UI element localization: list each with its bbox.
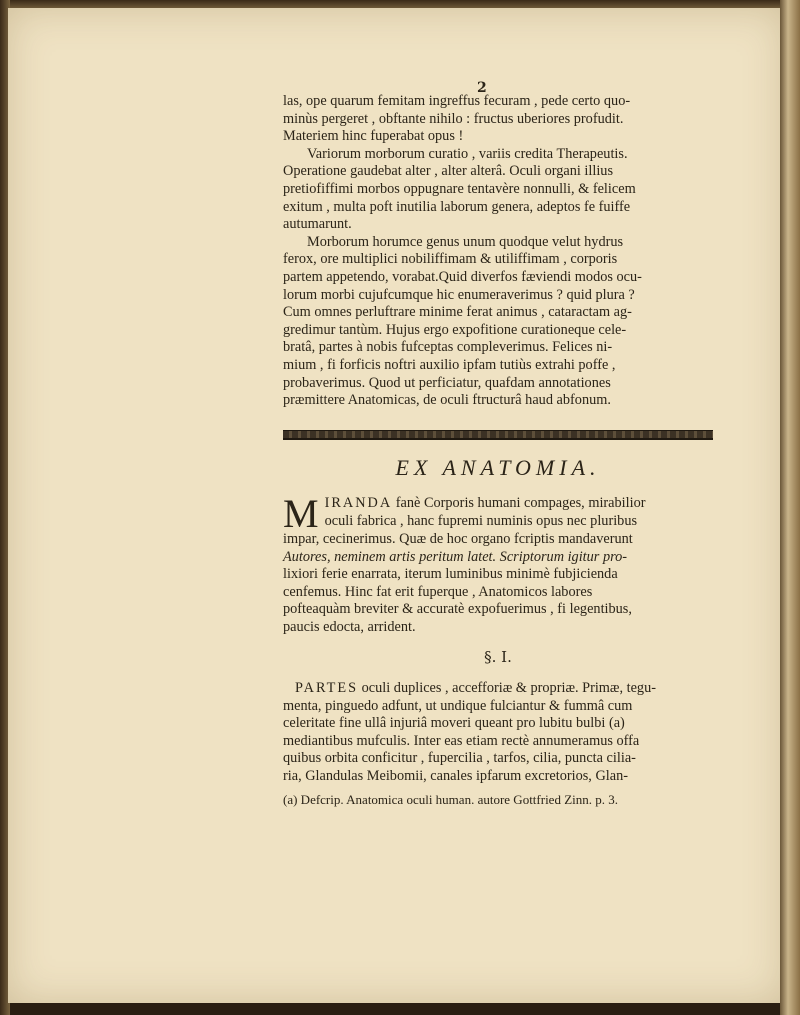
text-line: bratâ, partes à nobis fufceptas compleverimus. Felices ni-	[283, 339, 613, 356]
intro-paragraph-1	[283, 93, 713, 146]
text-line: fanè Corporis humani compages, mirabilior	[395, 495, 646, 511]
text-line: partem appetendo, vorabat.Quid diverfos fæviendi modos ocu-	[283, 268, 642, 285]
text-line: Materiem hinc fuperabat opus !	[283, 128, 464, 145]
text-line: Variorum morborum curatio , variis credita Therapeutis.	[307, 145, 628, 162]
text-line: autumarunt.	[283, 216, 352, 233]
text-line: probaverimus. Quod ut perficiatur, quafdam annotationes	[283, 374, 611, 391]
section-number: §. I.	[484, 648, 512, 666]
text-line: mium , fi forficis noftri auxilio ipfam tutiùs extrahi poffe ,	[283, 356, 616, 373]
footnote: (a) Defcrip. Anatomica oculi human. autore Gottfried Zinn. p. 3.	[283, 792, 619, 807]
anatomy-paragraph-body	[283, 491, 713, 637]
text-line: minùs pergeret , obftante nihilo : fructus uberiores profudit.	[283, 110, 624, 127]
intro-paragraph-3	[283, 234, 713, 410]
text-line: lixiori ferie enarrata, iterum luminibus minimè fubjicienda	[283, 566, 618, 583]
small-caps-word: PARTES	[295, 680, 359, 696]
text-line: celeritate fine ullâ injuriâ moveri queant pro lubitu bulbi (a)	[283, 715, 625, 732]
book-gutter	[780, 0, 800, 1015]
text-line: Operatione gaudebat alter , alter alterâ. Oculi organi illius	[283, 163, 614, 180]
text-line: Morborum horumce genus unum quodque velut hydrus	[307, 233, 624, 250]
text-line: Cum omnes perluftrare minime ferat animus , cataractam ag-	[283, 304, 632, 321]
intro-paragraph-2	[283, 146, 713, 234]
text-line: cenfemus. Hinc fat erit fuperque , Anatomicos labores	[283, 583, 593, 600]
text-line: pretiofiffimi morbos oppugnare tentavère nonnulli, & felicem	[283, 180, 636, 197]
page-number: 2	[477, 80, 487, 96]
text-line: oculi duplices , accefforiæ & propriæ. Primæ, tegu-	[361, 680, 656, 696]
text-line: pofteaquàm breviter & accuratè expofuerimus , fi legentibus,	[283, 601, 632, 618]
text-line: las, ope quarum femitam ingreffus fecuram , pede certo quo-	[283, 93, 631, 109]
text-line: lorum morbi cujufcumque hic enumeraverimus ? quid plura ?	[283, 286, 635, 303]
text-line: ferox, ore multiplici nobiliffimam & utiliffimam , corporis	[283, 251, 618, 268]
text-line: oculi fabrica , hanc fupremi numinis opus nec pluribus	[324, 512, 638, 529]
drop-cap: M	[283, 491, 319, 536]
text-line: ria, Glandulas Meibomii, canales ipfarum excretorios, Glan-	[283, 767, 628, 784]
text-line: Autores, neminem artis peritum latet. Scriptorum igitur pro-	[283, 548, 628, 565]
anatomy-paragraph	[283, 491, 713, 637]
text-line: exitum , multa poft inutilia laborum genera, adeptos fe fuiffe	[283, 198, 631, 215]
ornamental-rule	[283, 430, 713, 440]
text-line: præmittere Anatomicas, de oculi ftructurâ haud abfonum.	[283, 392, 611, 409]
section-heading: EX ANATOMIA.	[395, 455, 601, 480]
text-line: menta, pinguedo adfunt, ut undique fulciantur & fummâ cum	[283, 697, 633, 714]
text-line: mediantibus mufculis. Inter eas etiam rectè annumeramus offa	[283, 732, 640, 749]
intro-text	[283, 93, 713, 410]
small-caps-word: IRANDA	[324, 495, 393, 511]
text-line: paucis edocta, arrident.	[283, 618, 416, 635]
partes-paragraph-body	[283, 680, 713, 786]
text-line: gredimur tantùm. Hujus ergo expofitione curationeque cele-	[283, 321, 627, 338]
text-line: quibus orbita conficitur , fupercilia , tarfos, cilia, puncta cilia-	[283, 750, 636, 767]
text-line: impar, cecinerimus. Quæ de hoc organo fcriptis mandaverunt	[283, 531, 633, 547]
partes-paragraph	[283, 680, 713, 786]
